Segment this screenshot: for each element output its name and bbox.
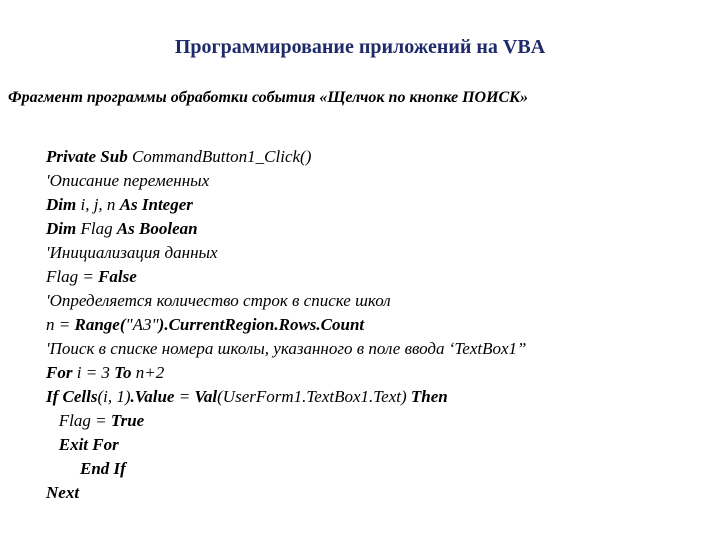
- code-block: [46, 145, 706, 505]
- code-text: Flag =: [46, 411, 111, 430]
- code-line: [46, 145, 706, 169]
- code-keyword: For: [46, 363, 73, 382]
- code-text: i = 3: [72, 363, 115, 382]
- code-line: [46, 433, 706, 457]
- code-line: [46, 337, 706, 361]
- code-text: Flag: [76, 219, 117, 238]
- code-line: [46, 457, 706, 481]
- code-keyword: Exit For: [58, 435, 119, 454]
- code-keyword: As Boolean: [116, 219, 198, 238]
- code-text: Flag =: [46, 267, 99, 286]
- slide-subtitle: Фрагмент программы обработки события «Щелчок по кнопке ПОИСК»: [8, 89, 529, 106]
- code-line: [46, 265, 706, 289]
- code-line: [46, 385, 706, 409]
- code-line: [46, 241, 706, 265]
- code-line: [46, 481, 706, 505]
- code-keyword: End If: [80, 459, 126, 478]
- code-text: 'Описание переменных: [46, 171, 210, 190]
- code-text: 'Определяется количество строк в списке школ: [46, 291, 391, 310]
- code-line: [46, 313, 706, 337]
- code-line: [46, 409, 706, 433]
- code-text: "A3": [125, 315, 159, 334]
- code-keyword: Val: [194, 387, 218, 406]
- code-line: [46, 361, 706, 385]
- code-text: n+2: [131, 363, 165, 382]
- code-text: [46, 435, 59, 454]
- code-keyword: Next: [46, 483, 80, 502]
- code-text: CommandButton1_Click(): [127, 147, 312, 166]
- code-text: n =: [46, 315, 75, 334]
- code-keyword: False: [98, 267, 137, 286]
- code-text: 'Инициализация данных: [46, 243, 218, 262]
- code-text: (UserForm1.TextBox1.Text): [217, 387, 411, 406]
- code-text: (i, 1): [97, 387, 131, 406]
- code-line: [46, 289, 706, 313]
- code-keyword: .Value: [130, 387, 175, 406]
- code-line: [46, 193, 706, 217]
- code-line: [46, 169, 706, 193]
- code-keyword: Then: [410, 387, 448, 406]
- code-keyword: Dim: [46, 219, 77, 238]
- code-keyword: To: [114, 363, 132, 382]
- code-keyword: ).CurrentRegion.Rows.Count: [158, 315, 365, 334]
- code-keyword: If Cells: [46, 387, 98, 406]
- code-keyword: Dim: [46, 195, 77, 214]
- code-keyword: Private Sub: [46, 147, 128, 166]
- code-keyword: True: [110, 411, 145, 430]
- code-keyword: Range(: [74, 315, 126, 334]
- code-text: =: [174, 387, 195, 406]
- code-text: 'Поиск в списке номера школы, указанного в поле ввода ‘TextBox1”: [46, 339, 527, 358]
- slide-title: Программирование приложений на VBA: [174, 36, 546, 58]
- code-keyword: As Integer: [119, 195, 193, 214]
- code-text: [46, 459, 80, 478]
- code-line: [46, 217, 706, 241]
- code-text: i, j, n: [76, 195, 120, 214]
